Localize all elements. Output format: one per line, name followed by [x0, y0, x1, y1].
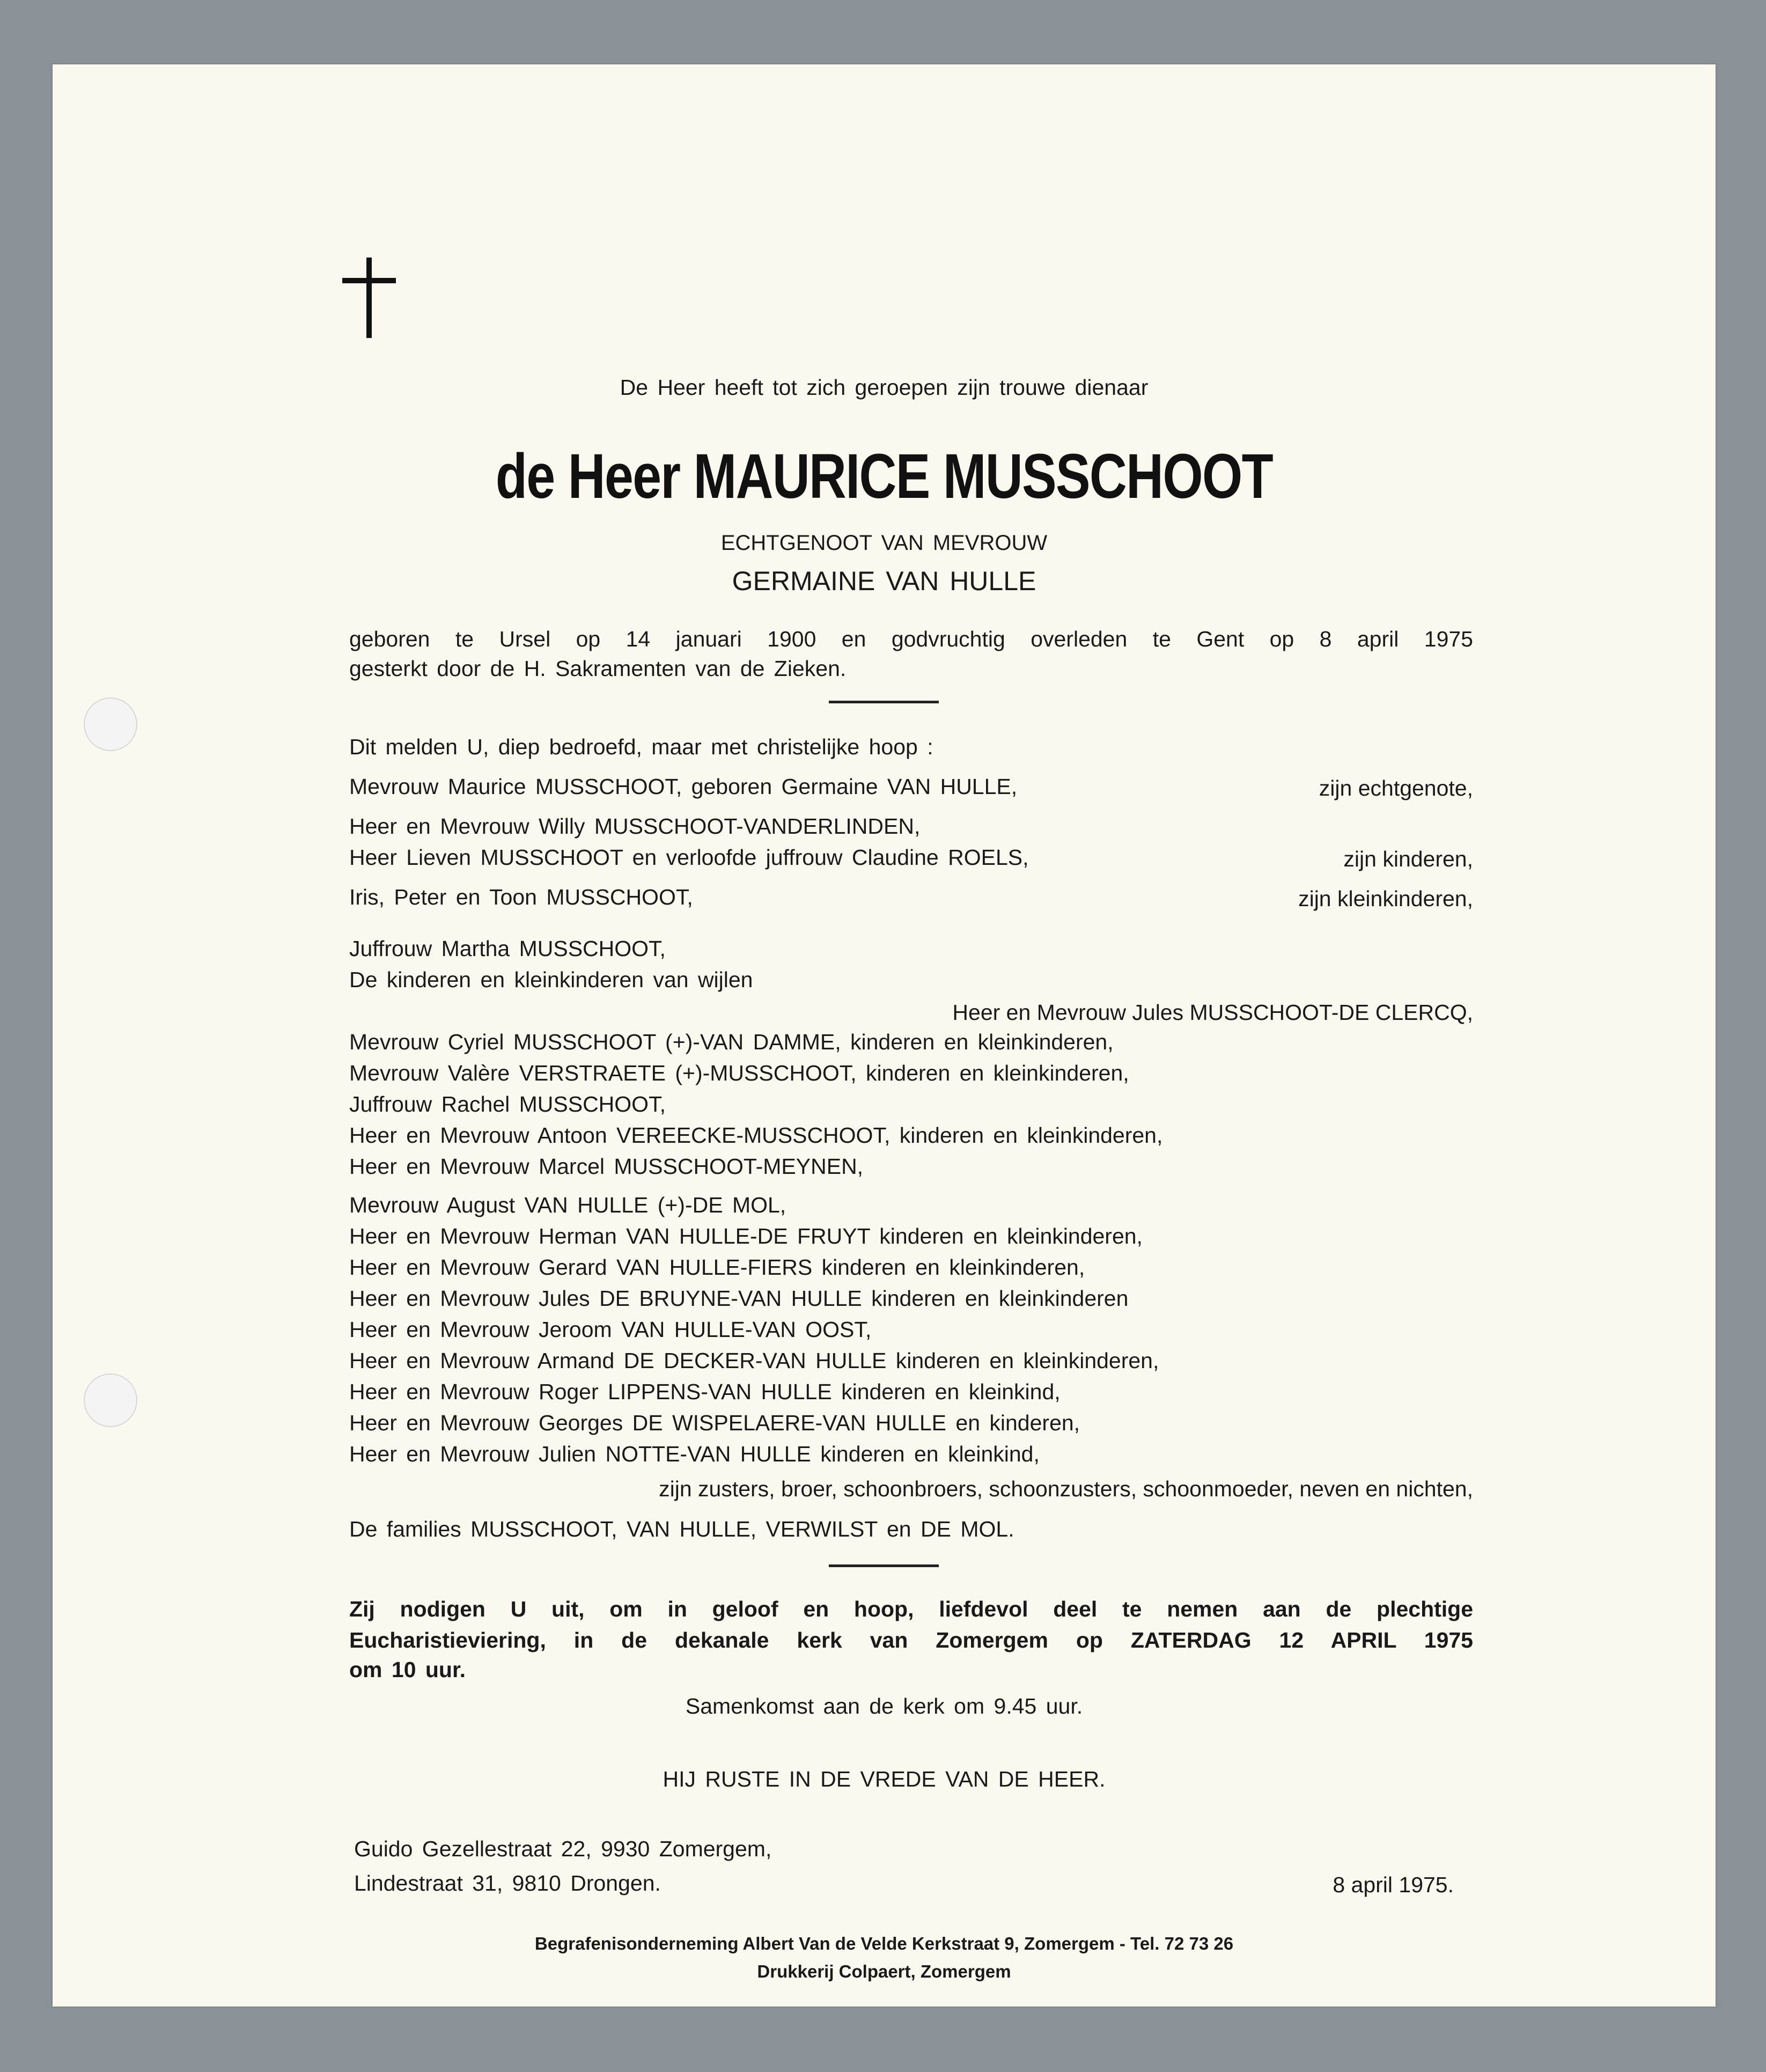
relative-line: Heer en Mevrouw Georges DE WISPELAERE-VAN HULLE en kinderen, — [349, 1410, 1080, 1435]
rest-in-peace: HIJ RUSTE IN DE VREDE VAN DE HEER. — [663, 1767, 1106, 1791]
relative-line: Heer en Mevrouw Jules MUSSCHOOT-DE CLERCQ, — [952, 1000, 1473, 1025]
children-line-1: Heer en Mevrouw Willy MUSSCHOOT-VANDERLINDEN, — [349, 814, 921, 839]
spouse-name: GERMAINE VAN HULLE — [732, 566, 1036, 596]
relative-line: Heer en Mevrouw Marcel MUSSCHOOT-MEYNEN, — [349, 1154, 864, 1179]
cross-icon — [342, 258, 396, 338]
gathering-line: Samenkomst aan de kerk om 9.45 uur. — [685, 1694, 1083, 1718]
undertaker-line: Begrafenisonderneming Albert Van de Velde Kerkstraat 9, Zomergem - Tel. 72 73 26 — [534, 1934, 1234, 1953]
grandchildren-line: Iris, Peter en Toon MUSSCHOOT, — [349, 885, 693, 909]
relative-line: Heer en Mevrouw Jules DE BRUYNE-VAN HULLE kinderen en kleinkinderen — [349, 1286, 1129, 1311]
spouse-role: zijn echtgenote, — [1319, 776, 1473, 800]
spouse-line: Mevrouw Maurice MUSSCHOOT, geboren Germaine VAN HULLE, — [349, 774, 1018, 799]
invitation-line-2: Eucharistieviering, in de dekanale kerk van Zomergem op ZATERDAG 12 APRIL 1975 — [349, 1628, 1473, 1652]
card-date: 8 april 1975. — [1333, 1872, 1454, 1897]
invitation-line-3: om 10 uur. — [349, 1657, 466, 1682]
families-line: De families MUSSCHOOT, VAN HULLE, VERWILST en DE MOL. — [349, 1517, 1014, 1541]
relative-line: Heer en Mevrouw Jeroom VAN HULLE-VAN OOST, — [349, 1317, 872, 1342]
invitation-line-1: Zij nodigen U uit, om in geloof en hoop, liefdevol deel te nemen aan de plechtige — [349, 1597, 1473, 1621]
birth-death-line: geboren te Ursel op 14 januari 1900 en godvruchtig overleden te Gent op 8 april 1975 — [349, 627, 1473, 651]
relative-line: Heer en Mevrouw Antoon VEREECKE-MUSSCHOOT, kinderen en kleinkinderen, — [349, 1123, 1163, 1148]
relative-line: Juffrouw Martha MUSSCHOOT, — [349, 936, 666, 961]
relative-line: Mevrouw August VAN HULLE (+)-DE MOL, — [349, 1193, 786, 1217]
relative-line: De kinderen en kleinkinderen van wijlen — [349, 967, 753, 992]
punch-hole-top — [84, 697, 137, 751]
address-line-2: Lindestraat 31, 9810 Drongen. — [354, 1871, 661, 1895]
relative-line: Mevrouw Valère VERSTRAETE (+)-MUSSCHOOT, kinderen en kleinkinderen, — [349, 1061, 1129, 1085]
relative-line: Heer en Mevrouw Roger LIPPENS-VAN HULLE kinderen en kleinkind, — [349, 1379, 1061, 1404]
relative-line: Heer en Mevrouw Herman VAN HULLE-DE FRUYT kinderen en kleinkinderen, — [349, 1224, 1143, 1248]
divider — [829, 701, 939, 703]
divider — [829, 1564, 939, 1567]
relatives-summary: zijn zusters, broer, schoonbroers, schoonzusters, schoonmoeder, neven en nichten, — [659, 1476, 1473, 1501]
funeral-card — [53, 64, 1716, 2007]
printer-line: Drukkerij Colpaert, Zomergem — [757, 1961, 1011, 1981]
relative-line: Mevrouw Cyriel MUSSCHOOT (+)-VAN DAMME, kinderen en kleinkinderen, — [349, 1030, 1114, 1054]
children-role: zijn kinderen, — [1343, 847, 1473, 871]
deceased-name: de Heer MAURICE MUSSCHOOT — [495, 441, 1273, 512]
intro-line: De Heer heeft tot zich geroepen zijn trouwe dienaar — [620, 375, 1149, 400]
relative-line: Heer en Mevrouw Julien NOTTE-VAN HULLE kinderen en kleinkind, — [349, 1442, 1040, 1466]
spouse-label: ECHTGENOOT VAN MEVROUW — [720, 531, 1048, 555]
grandchildren-role: zijn kleinkinderen, — [1298, 886, 1473, 911]
address-line-1: Guido Gezellestraat 22, 9930 Zomergem, — [354, 1836, 772, 1861]
announcement-intro: Dit melden U, diep bedroefd, maar met christelijke hoop : — [349, 734, 933, 759]
punch-hole-bottom — [84, 1373, 137, 1427]
relative-line: Heer en Mevrouw Armand DE DECKER-VAN HULLE kinderen en kleinkinderen, — [349, 1348, 1159, 1373]
relative-line: Heer en Mevrouw Gerard VAN HULLE-FIERS kinderen en kleinkinderen, — [349, 1255, 1085, 1280]
sacraments-line: gesterkt door de H. Sakramenten van de Zieken. — [349, 656, 847, 681]
relative-line: Juffrouw Rachel MUSSCHOOT, — [349, 1092, 666, 1116]
children-line-2: Heer Lieven MUSSCHOOT en verloofde juffrouw Claudine ROELS, — [349, 845, 1029, 870]
